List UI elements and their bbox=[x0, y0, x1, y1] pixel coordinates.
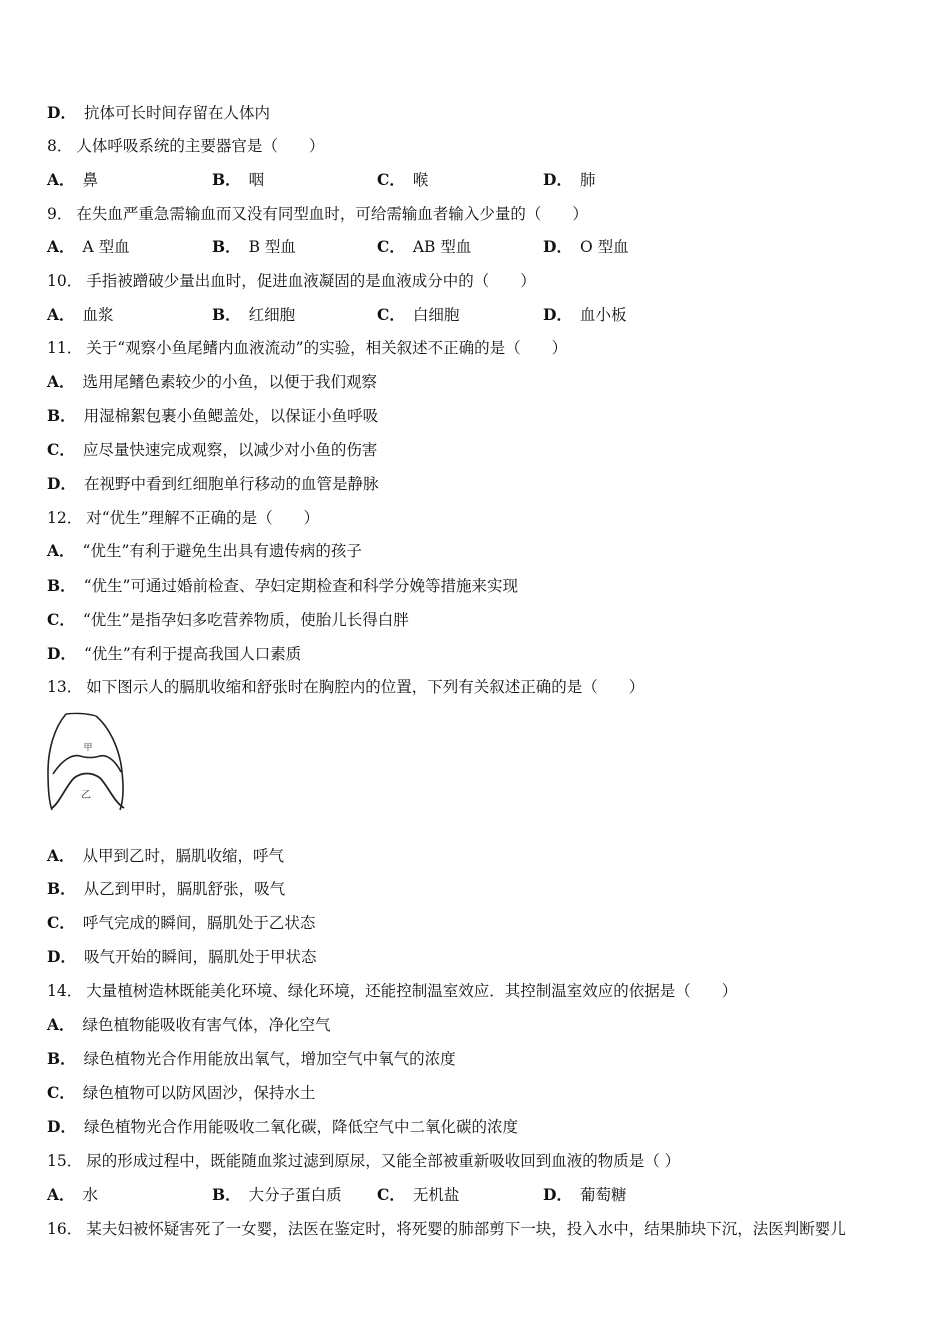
question-9-stem bbox=[47, 204, 588, 224]
option-letter: A． bbox=[47, 372, 75, 391]
option-letter: C． bbox=[47, 440, 75, 459]
option-letter: B． bbox=[47, 406, 76, 425]
option-text: 血小板 bbox=[579, 306, 627, 324]
question-12-stem bbox=[47, 508, 319, 528]
question-14-stem bbox=[47, 981, 737, 1001]
option-letter: B． bbox=[47, 576, 76, 595]
option-text: 水 bbox=[82, 1186, 99, 1204]
option-text: “优生”有利于避免生出具有遗传病的孩子 bbox=[82, 542, 362, 560]
option-text: 绿色植物能吸收有害气体，净化空气 bbox=[82, 1016, 331, 1034]
q15-option-c bbox=[377, 1185, 459, 1205]
option-text: 用湿棉絮包裹小鱼鳃盖处，以保证小鱼呼吸 bbox=[83, 407, 379, 425]
q12-option-a bbox=[47, 541, 362, 561]
question-number: 15． bbox=[47, 1152, 83, 1170]
option-letter: B． bbox=[212, 1185, 241, 1204]
question-10-stem bbox=[47, 271, 536, 291]
q12-option-c bbox=[47, 610, 409, 630]
option-text: 喉 bbox=[412, 171, 429, 189]
option-text: 肺 bbox=[579, 171, 596, 189]
question-text: 大量植树造林既能美化环境、绿化环境，还能控制温室效应．其控制温室效应的依据是（ ） bbox=[86, 982, 738, 1000]
option-text: 绿色植物光合作用能吸收二氧化碳，降低空气中二氧化碳的浓度 bbox=[83, 1118, 518, 1136]
q8-option-b bbox=[212, 170, 264, 190]
q13-option-a bbox=[47, 846, 284, 866]
option-letter: B． bbox=[212, 237, 241, 256]
option-letter: D． bbox=[47, 474, 76, 493]
q9-option-a bbox=[47, 237, 130, 257]
question-text: 人体呼吸系统的主要器官是（ ） bbox=[76, 137, 325, 155]
option-letter: D． bbox=[543, 237, 572, 256]
q10-option-b bbox=[212, 305, 295, 325]
option-letter: B． bbox=[47, 1049, 76, 1068]
option-text: 红细胞 bbox=[248, 306, 296, 324]
option-text: 白细胞 bbox=[412, 306, 460, 324]
question-text: 如下图示人的膈肌收缩和舒张时在胸腔内的位置，下列有关叙述正确的是（ ） bbox=[86, 678, 645, 696]
q11-option-d bbox=[47, 474, 378, 494]
question-text: 尿的形成过程中，既能随血浆过滤到原尿，又能全部被重新吸收回到血液的物质是（ ） bbox=[86, 1152, 681, 1170]
option-letter: D． bbox=[47, 103, 76, 122]
question-number: 8． bbox=[47, 137, 73, 155]
q8-option-c bbox=[377, 170, 428, 190]
label-lower: 乙 bbox=[81, 790, 91, 801]
q10-option-d bbox=[543, 305, 626, 325]
option-text: 无机盐 bbox=[412, 1186, 460, 1204]
chest-wall-top bbox=[66, 713, 96, 716]
q9-option-b bbox=[212, 237, 296, 257]
question-11-stem bbox=[47, 338, 567, 358]
question-text: 手指被蹭破少量出血时，促进血液凝固的是血液成分中的（ ） bbox=[86, 272, 536, 290]
option-text: “优生”有利于提高我国人口素质 bbox=[83, 645, 302, 663]
option-letter: B． bbox=[212, 170, 241, 189]
q13-option-c bbox=[47, 913, 315, 933]
option-letter: B． bbox=[47, 879, 76, 898]
option-letter: C． bbox=[377, 170, 405, 189]
q8-option-a bbox=[47, 170, 98, 190]
q15-option-d bbox=[543, 1185, 626, 1205]
option-text: 抗体可长时间存留在人体内 bbox=[83, 104, 270, 122]
option-text: 吸气开始的瞬间，膈肌处于甲状态 bbox=[83, 948, 317, 966]
option-text: AB 型血 bbox=[412, 238, 472, 256]
q15-option-b bbox=[212, 1185, 342, 1205]
option-text: 血浆 bbox=[82, 306, 114, 324]
q13-option-b bbox=[47, 879, 285, 899]
diaphragm-figure bbox=[44, 710, 128, 814]
option-text: 从甲到乙时，膈肌收缩，呼气 bbox=[82, 847, 285, 865]
option-letter: D． bbox=[543, 170, 572, 189]
q12-option-d bbox=[47, 644, 301, 664]
question-8-stem bbox=[47, 136, 324, 156]
q12-option-b bbox=[47, 576, 518, 596]
q11-option-c bbox=[47, 440, 377, 460]
q7-option-d bbox=[47, 103, 270, 123]
option-text: 绿色植物光合作用能放出氧气，增加空气中氧气的浓度 bbox=[83, 1050, 456, 1068]
q14-option-d bbox=[47, 1117, 518, 1137]
option-text: 选用尾鳍色素较少的小鱼，以便于我们观察 bbox=[82, 373, 378, 391]
option-letter: C． bbox=[47, 1083, 75, 1102]
option-letter: C． bbox=[47, 610, 75, 629]
q8-option-d bbox=[543, 170, 595, 190]
option-letter: A． bbox=[47, 305, 75, 324]
option-letter: C． bbox=[377, 1185, 405, 1204]
question-text: 某夫妇被怀疑害死了一女婴，法医在鉴定时，将死婴的肺部剪下一块，投入水中，结果肺块下沉，法医判断婴儿 bbox=[86, 1220, 846, 1238]
q13-option-d bbox=[47, 947, 316, 967]
option-text: 从乙到甲时，膈肌舒张，吸气 bbox=[83, 880, 286, 898]
question-text: 关于“观察小鱼尾鳍内血液流动”的实验，相关叙述不正确的是（ ） bbox=[86, 339, 568, 357]
q9-option-c bbox=[377, 237, 471, 257]
question-number: 10． bbox=[47, 272, 83, 290]
question-16-stem bbox=[47, 1219, 846, 1239]
q10-option-a bbox=[47, 305, 114, 325]
q14-option-b bbox=[47, 1049, 456, 1069]
option-letter: A． bbox=[47, 1015, 75, 1034]
question-number: 11． bbox=[47, 339, 83, 357]
option-letter: B． bbox=[212, 305, 241, 324]
option-text: 葡萄糖 bbox=[579, 1186, 627, 1204]
question-number: 13． bbox=[47, 678, 83, 696]
option-text: 在视野中看到红细胞单行移动的血管是静脉 bbox=[83, 475, 379, 493]
option-letter: A． bbox=[47, 846, 75, 865]
option-text: 绿色植物可以防风固沙，保持水土 bbox=[82, 1084, 316, 1102]
question-text: 在失血严重急需输血而又没有同型血时，可给需输血者输入少量的（ ） bbox=[76, 205, 588, 223]
option-text: “优生”可通过婚前检查、孕妇定期检查和科学分娩等措施来实现 bbox=[83, 577, 518, 595]
question-number: 12． bbox=[47, 509, 83, 527]
label-upper: 甲 bbox=[83, 743, 93, 753]
option-letter: D． bbox=[543, 305, 572, 324]
chest-wall-right bbox=[96, 716, 123, 810]
question-15-stem bbox=[47, 1151, 680, 1171]
question-number: 16． bbox=[47, 1220, 83, 1238]
question-number: 9． bbox=[47, 205, 73, 223]
option-letter: A． bbox=[47, 170, 75, 189]
diaphragm-upper-curve bbox=[53, 756, 121, 774]
option-letter: A． bbox=[47, 1185, 75, 1204]
option-letter: D． bbox=[47, 1117, 76, 1136]
option-letter: C． bbox=[377, 237, 405, 256]
question-13-stem bbox=[47, 677, 644, 697]
option-text: 鼻 bbox=[82, 171, 99, 189]
option-text: 应尽量快速完成观察，以减少对小鱼的伤害 bbox=[82, 441, 378, 459]
option-text: “优生”是指孕妇多吃营养物质，使胎儿长得白胖 bbox=[82, 611, 409, 629]
q11-option-b bbox=[47, 406, 378, 426]
question-text: 对“优生”理解不正确的是（ ） bbox=[86, 509, 320, 527]
option-text: 咽 bbox=[248, 171, 265, 189]
option-letter: C． bbox=[47, 913, 75, 932]
question-number: 14． bbox=[47, 982, 83, 1000]
option-letter: A． bbox=[47, 237, 75, 256]
q9-option-d bbox=[543, 237, 629, 257]
q11-option-a bbox=[47, 372, 377, 392]
option-letter: D． bbox=[47, 644, 76, 663]
option-letter: D． bbox=[543, 1185, 572, 1204]
q14-option-c bbox=[47, 1083, 315, 1103]
option-text: A 型血 bbox=[82, 238, 130, 256]
option-text: B 型血 bbox=[248, 238, 296, 256]
q14-option-a bbox=[47, 1015, 331, 1035]
option-letter: D． bbox=[47, 947, 76, 966]
option-text: 呼气完成的瞬间，膈肌处于乙状态 bbox=[82, 914, 316, 932]
option-letter: C． bbox=[377, 305, 405, 324]
option-text: O 型血 bbox=[579, 238, 629, 256]
q15-option-a bbox=[47, 1185, 98, 1205]
q10-option-c bbox=[377, 305, 459, 325]
option-letter: A． bbox=[47, 541, 75, 560]
option-text: 大分子蛋白质 bbox=[248, 1186, 342, 1204]
diaphragm-diagram bbox=[44, 710, 128, 814]
